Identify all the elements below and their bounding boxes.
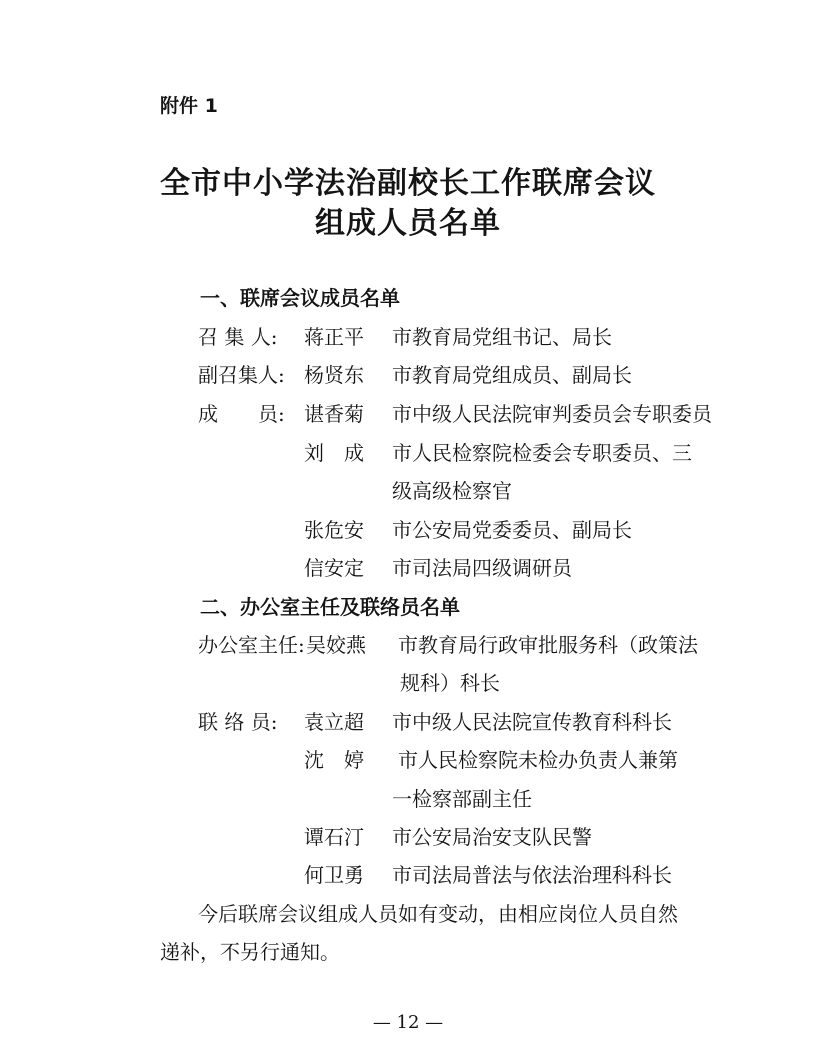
liaison-desc-continued: 一检察部副主任 [392,787,532,811]
members-label: 成 员: [198,402,285,426]
liaison-name: 谭石汀 [304,825,364,849]
note-line1: 今后联席会议组成人员如有变动，由相应岗位人员自然 [198,902,678,926]
member-name: 张危安 [304,518,364,542]
office-director-name: 吴姣燕 [306,633,366,657]
office-director-desc: 市教育局行政审批服务科（政策法 [398,633,698,657]
liaison-name: 袁立超 [304,710,364,734]
liaison-name: 沈 婷 [304,748,364,772]
convener-name: 蒋正平 [304,325,364,349]
document-title-line1: 全市中小学法治副校长工作联席会议 [160,166,656,201]
section1-heading: 一、联席会议成员名单 [200,286,400,310]
vice-convener-label: 副召集人: [198,363,285,387]
vice-convener-name: 杨贤东 [304,363,364,387]
liaison-desc: 市公安局治安支队民警 [392,825,592,849]
liaison-desc: 市中级人民法院宣传教育科科长 [392,710,672,734]
note-line2: 递补，不另行通知。 [160,940,340,964]
vice-convener-desc: 市教育局党组成员、副局长 [392,363,632,387]
member-desc: 市司法局四级调研员 [392,556,572,580]
convener-desc: 市教育局党组书记、局长 [392,325,612,349]
liaison-label: 联 络 员: [198,710,278,734]
liaison-desc: 市司法局普法与依法治理科科长 [392,863,672,887]
attachment-label: 附件 1 [160,95,218,117]
liaison-name: 何卫勇 [304,863,364,887]
document-title-line2: 组成人员名单 [315,206,501,241]
member-desc: 市人民检察院检委会专职委员、三 [392,441,692,465]
member-name: 信安定 [304,556,364,580]
member-desc: 市中级人民法院审判委员会专职委员 [392,402,712,426]
member-name: 谌香菊 [304,402,364,426]
member-name: 刘 成 [304,441,364,465]
member-desc-continued: 级高级检察官 [392,479,512,503]
liaison-desc: 市人民检察院未检办负责人兼第 [398,748,678,772]
office-director-label: 办公室主任: [198,633,305,657]
page-number: — 12 — [372,1012,444,1033]
member-desc: 市公安局党委委员、副局长 [392,518,632,542]
convener-label: 召 集 人: [198,325,278,349]
section2-heading: 二、办公室主任及联络员名单 [200,595,460,619]
office-director-desc-continued: 规科）科长 [400,671,500,695]
